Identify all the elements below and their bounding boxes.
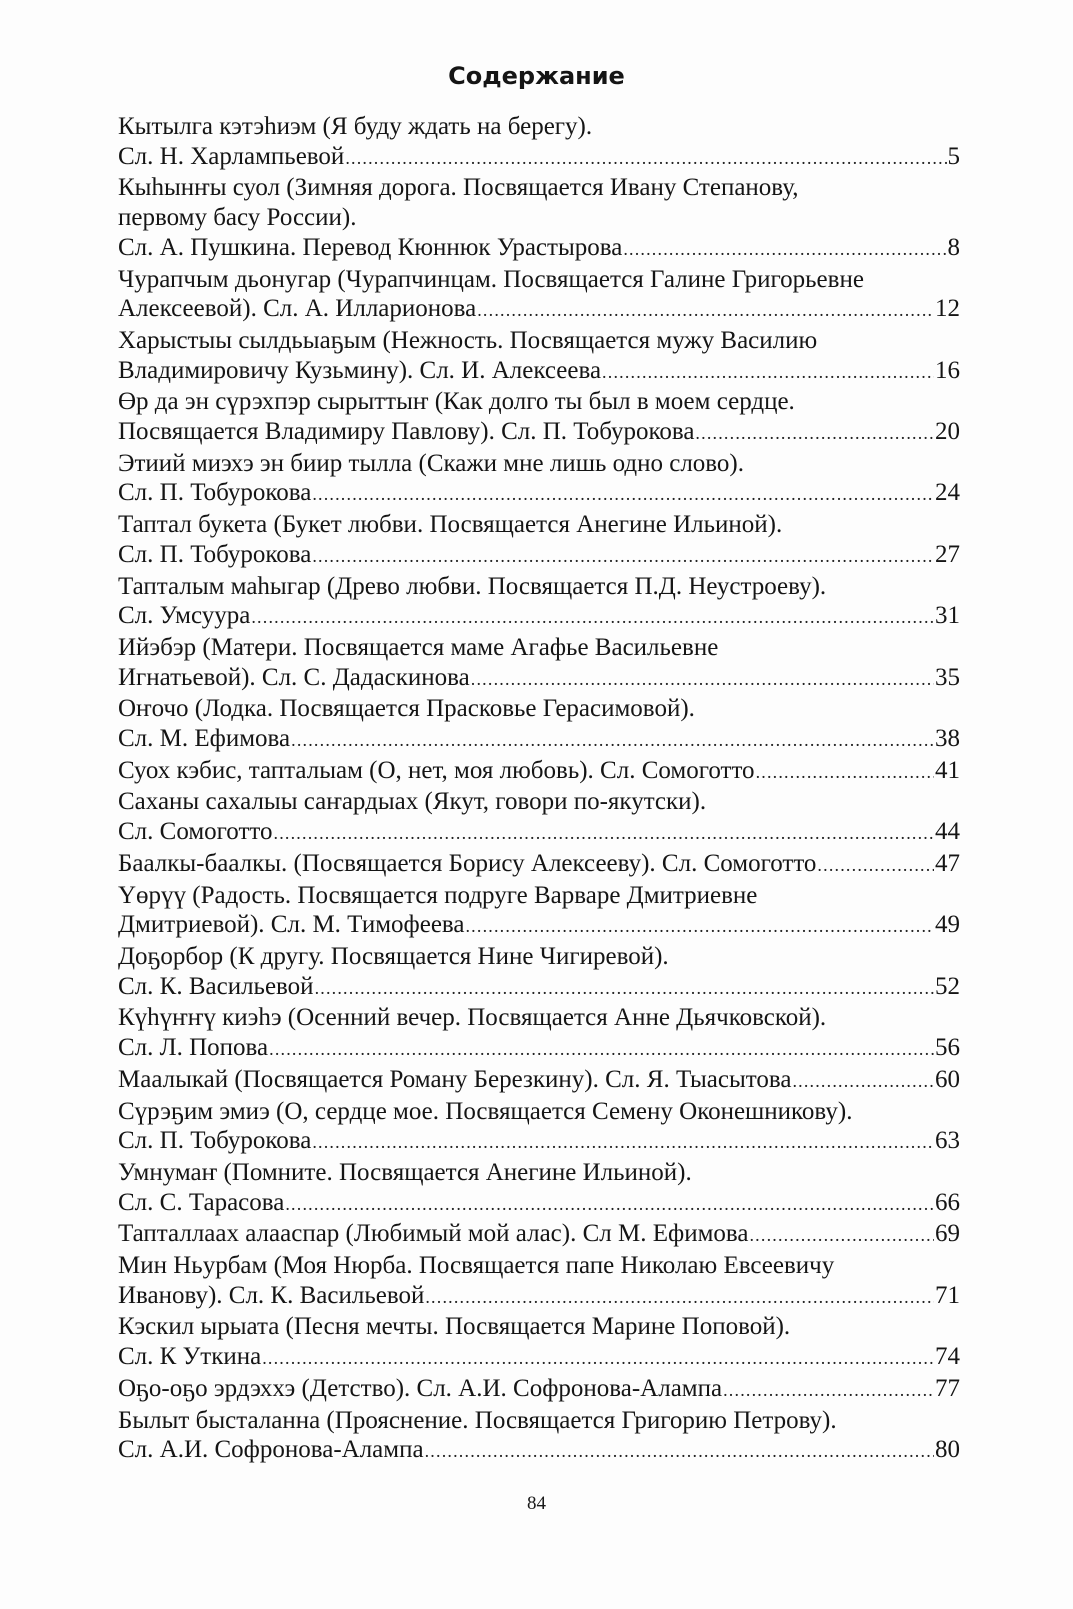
toc-entry — [118, 265, 960, 326]
toc-entry-page: 47 — [935, 849, 960, 877]
toc-entry-title-line: первому басу России). — [118, 204, 357, 232]
toc-entry — [118, 387, 960, 448]
toc-entry-leader-line — [118, 849, 960, 881]
dot-leader — [623, 235, 946, 265]
toc-entry-page: 63 — [935, 1127, 960, 1155]
toc-entry-leader-line — [118, 972, 960, 1004]
toc-entry-title-line: Үөрүү (Радость. Посвящается подруге Варваре Дмитриевне — [118, 881, 758, 909]
dot-leader — [274, 819, 935, 849]
toc-entry-author: Тапталлаах алааспар (Любимый мой алас). Сл М. Ефимова — [118, 1220, 749, 1248]
dot-leader — [269, 1035, 934, 1065]
toc-entry — [118, 510, 960, 571]
toc-entry-title-line: Тапталым маhыгар (Древо любви. Посвящается П.Д. Неустроеву). — [118, 572, 827, 600]
dot-leader — [285, 1190, 934, 1220]
toc-entry-author: Игнатьевой). Сл. С. Дадаскинова — [118, 663, 470, 691]
toc-entry-leader-line — [118, 1342, 960, 1374]
toc-entry-author: Сл. Н. Харлампьевой — [118, 142, 345, 170]
dot-leader — [312, 542, 934, 572]
toc-entry — [118, 881, 960, 942]
toc-entry-leader-line — [118, 478, 960, 510]
toc-entry — [118, 1097, 960, 1158]
dot-leader — [465, 912, 934, 942]
toc-entry-page: 31 — [935, 602, 960, 630]
toc-entry-leader-line — [118, 756, 960, 788]
toc-entry-author: Владимировичу Кузьмину). Сл. И. Алексеева — [118, 356, 602, 384]
toc-entry-title-line: Саханы сахалыы саҥардыах (Якут, говори по-якутски). — [118, 788, 707, 816]
toc-entry-author: Баалкы-баалкы. (Посвящается Борису Алексееву). Сл. Сомоготто — [118, 849, 817, 877]
toc-entry-leader-line — [118, 1065, 960, 1097]
toc-entry-page: 12 — [935, 295, 960, 323]
toc-entry-page: 74 — [935, 1343, 960, 1371]
toc-entry-title-line: Кытылга кэтэhиэм (Я буду ждать на берегу). — [118, 113, 593, 140]
toc-entry — [118, 1374, 960, 1406]
toc-entry-author: Сл. Л. Попова — [118, 1034, 269, 1062]
toc-entry-author: Сл. А. Пушкина. Перевод Кюннюк Урастырова — [118, 233, 623, 261]
toc-entry-author: Сл. Умсуура — [118, 602, 251, 630]
toc-entry-author: Иванову). Сл. К. Васильевой — [118, 1281, 425, 1309]
toc-entry-page: 49 — [935, 911, 960, 939]
toc-entry-leader-line — [118, 1033, 960, 1065]
toc-entry-title-line: Этиий миэхэ эн биир тылла (Скажи мне лишь одно слово). — [118, 449, 745, 477]
toc-entry-page: 8 — [947, 233, 960, 261]
toc-entry-page: 69 — [935, 1220, 960, 1248]
toc-entry — [118, 326, 960, 387]
toc-entry-page: 24 — [935, 479, 960, 507]
toc-entry — [118, 449, 960, 510]
toc-entry-page: 27 — [935, 540, 960, 568]
toc-entry-author: Оҕо-оҕо эрдэххэ (Детство). Сл. А.И. Софронова-Алампа — [118, 1374, 723, 1402]
toc-entry-leader-line — [118, 1435, 960, 1467]
toc-entry — [118, 1251, 960, 1312]
toc-entry-title-line: Кыhынҥы суол (Зимняя дорога. Посвящается Ивану Степанову, — [118, 174, 799, 202]
dot-leader — [792, 1067, 934, 1097]
toc-entry — [118, 1065, 960, 1097]
toc-entry-leader-line — [118, 1219, 960, 1251]
toc-entry-leader-line — [118, 294, 960, 326]
toc-entry — [118, 112, 960, 173]
dot-leader — [756, 758, 934, 788]
dot-leader — [695, 419, 934, 449]
toc-entry-leader-line — [118, 142, 960, 174]
dot-leader — [262, 1344, 934, 1374]
toc-entry-author: Посвящается Владимиру Павлову). Сл. П. Тобурокова — [118, 418, 695, 446]
toc-entry-title-line: Өр да эн сүрэхпэр сырыттыҥ (Как долго ты был в моем сердце. — [118, 388, 795, 416]
toc-entry-author: Сл. П. Тобурокова — [118, 540, 312, 568]
toc-entry-title-line: Ийэбэр (Матери. Посвящается маме Агафье Васильевне — [118, 633, 719, 661]
toc-entry — [118, 1158, 960, 1219]
toc-entry-author: Сл. К Уткина — [118, 1343, 262, 1371]
toc-entry-page: 71 — [935, 1281, 960, 1309]
dot-leader — [345, 144, 946, 174]
toc-entry — [118, 1219, 960, 1251]
toc-entry-title-line: Сүрэҕим эмиэ (О, сердце мое. Посвящается Семену Оконешникову). — [118, 1097, 853, 1125]
toc-entry-leader-line — [118, 356, 960, 388]
toc-entry-leader-line — [118, 1126, 960, 1158]
toc-entry — [118, 633, 960, 694]
toc-entry-page: 20 — [935, 418, 960, 446]
toc-entry-page: 52 — [935, 972, 960, 1000]
toc-entry-author: Маалыкай (Посвящается Роману Березкину). Сл. Я. Тыасытова — [118, 1065, 792, 1093]
toc-entry-author: Сл. К. Васильевой — [118, 972, 314, 1000]
toc-entry-title-line: Күhүҥҥү киэhэ (Осенний вечер. Посвящается Анне Дьячковской). — [118, 1004, 827, 1032]
toc-entry-leader-line — [118, 817, 960, 849]
toc-entry-page: 66 — [935, 1188, 960, 1216]
dot-leader — [312, 480, 934, 510]
toc-entry-leader-line — [118, 540, 960, 572]
toc-entry-leader-line — [118, 663, 960, 695]
dot-leader — [817, 851, 934, 881]
dot-leader — [477, 296, 934, 326]
toc-entry-title-line: Таптал букета (Букет любви. Посвящается Анегине Ильиной). — [118, 511, 783, 539]
toc-entry-title-line: Чурапчым дьонугар (Чурапчинцам. Посвящается Галине Григорьевне — [118, 265, 864, 293]
toc-entry-title-line: Мин Ньурбам (Моя Нюрба. Посвящается папе Николаю Евсеевичу — [118, 1252, 835, 1280]
table-of-contents — [118, 112, 960, 1467]
toc-entry-page: 38 — [935, 725, 960, 753]
toc-entry-author: Сл. П. Тобурокова — [118, 479, 312, 507]
toc-entry-leader-line — [118, 1374, 960, 1406]
toc-entry-author: Сл. Сомоготто — [118, 818, 273, 846]
dot-leader — [425, 1283, 934, 1313]
toc-entry-title-line: Кэскил ырыата (Песня мечты. Посвящается Марине Поповой). — [118, 1313, 791, 1341]
toc-entry-title-line: Харыстыы сылдьыаҕым (Нежность. Посвящается мужу Василию — [118, 326, 818, 354]
toc-entry-author: Дмитриевой). Сл. М. Тимофеева — [118, 911, 465, 939]
dot-leader — [471, 665, 934, 695]
toc-entry-page: 16 — [935, 356, 960, 384]
toc-entry-page: 80 — [935, 1436, 960, 1464]
dot-leader — [602, 358, 934, 388]
page-number: 84 — [527, 1493, 546, 1514]
dot-leader — [723, 1376, 934, 1406]
toc-entry-page: 56 — [935, 1034, 960, 1062]
toc-entry-page: 41 — [935, 756, 960, 784]
toc-entry-leader-line — [118, 910, 960, 942]
toc-entry-leader-line — [118, 417, 960, 449]
toc-entry-author: Сл. А.И. Софронова-Алампа — [118, 1436, 424, 1464]
toc-entry-title-line: Оҥочо (Лодка. Посвящается Прасковье Герасимовой). — [118, 695, 695, 723]
toc-entry — [118, 1003, 960, 1064]
toc-entry-page: 5 — [947, 142, 960, 170]
toc-entry-author: Суох кэбис, тапталыам (О, нет, моя любовь). Сл. Сомоготто — [118, 756, 755, 784]
dot-leader — [251, 603, 934, 633]
toc-entry-title-line: Былыт бысталанна (Прояснение. Посвящается Григорию Петрову). — [118, 1406, 837, 1434]
dot-leader — [315, 974, 934, 1004]
toc-entry — [118, 849, 960, 881]
toc-entry-leader-line — [118, 1188, 960, 1220]
toc-entry — [118, 787, 960, 848]
toc-entry-author: Алексеевой). Сл. А. Илларионова — [118, 295, 477, 323]
toc-entry-author: Сл. С. Тарасова — [118, 1188, 285, 1216]
dot-leader — [312, 1128, 934, 1158]
toc-entry — [118, 173, 960, 264]
dot-leader — [291, 726, 934, 756]
toc-entry — [118, 694, 960, 755]
toc-entry-leader-line — [118, 601, 960, 633]
toc-entry-leader-line — [118, 1281, 960, 1313]
toc-entry-page: 44 — [935, 818, 960, 846]
toc-entry-leader-line — [118, 233, 960, 265]
toc-entry — [118, 1312, 960, 1373]
dot-leader — [749, 1221, 934, 1251]
toc-entry-page: 35 — [935, 663, 960, 691]
toc-entry — [118, 572, 960, 633]
dot-leader — [425, 1437, 934, 1467]
toc-entry-page: 60 — [935, 1065, 960, 1093]
toc-entry-author: Сл. М. Ефимова — [118, 725, 291, 753]
toc-entry-page: 77 — [935, 1374, 960, 1402]
toc-entry — [118, 756, 960, 788]
toc-entry-author: Сл. П. Тобурокова — [118, 1127, 312, 1155]
page-title: Содержание — [448, 62, 625, 90]
toc-entry-title-line: Доҕорбор (К другу. Посвящается Нине Чигиревой). — [118, 942, 669, 970]
toc-entry-leader-line — [118, 724, 960, 756]
toc-entry — [118, 942, 960, 1003]
toc-entry — [118, 1406, 960, 1467]
toc-entry-title-line: Умнумаҥ (Помните. Посвящается Анегине Ильиной). — [118, 1158, 692, 1186]
